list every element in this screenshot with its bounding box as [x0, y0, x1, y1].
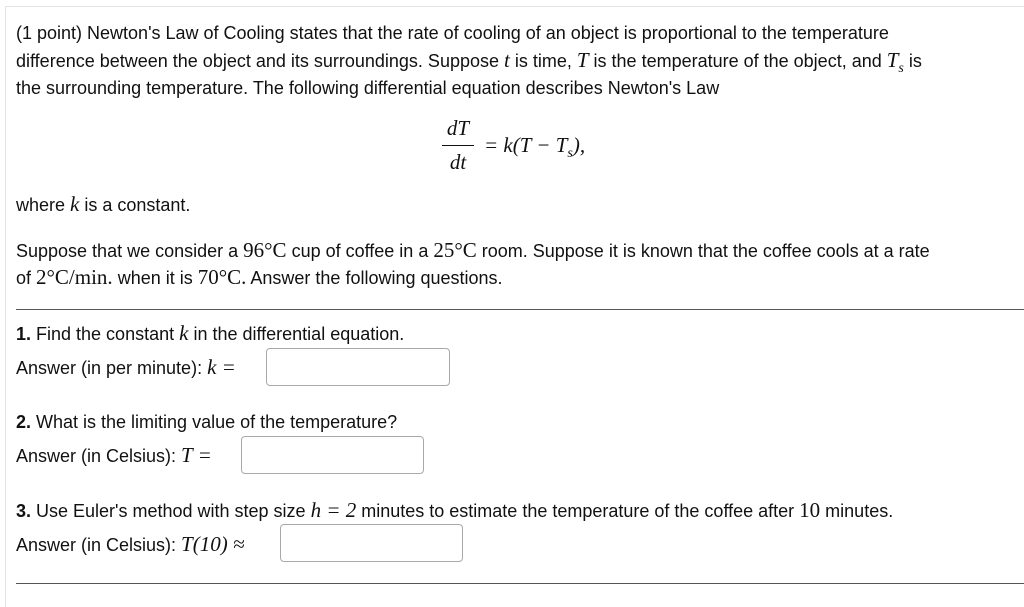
var-T: T [576, 48, 589, 72]
question-number: 1. [16, 324, 32, 344]
temp-room: 25°C [433, 238, 477, 262]
question-text: minutes to estimate the temperature of the coffee after [356, 501, 800, 521]
intro-text: is the temperature of the object, and [588, 51, 887, 71]
question-1-title [16, 322, 404, 345]
section-divider [16, 583, 1024, 584]
scenario-text: Answer the following questions. [246, 268, 503, 288]
scenario-line-1 [16, 239, 930, 262]
answer-math: T(10) ≈ [181, 532, 245, 556]
intro-text: (1 point) Newton's Law of Cooling states that the rate of cooling of an object is proportional to the temperature [16, 23, 889, 43]
answer-label: Answer (in Celsius): [16, 535, 182, 555]
problem-intro-line-2 [16, 49, 922, 80]
question-text: Find the constant [31, 324, 180, 344]
scenario-text: when it is [112, 268, 198, 288]
equation-rhs [484, 133, 585, 162]
answer-math: k = [207, 355, 236, 379]
problem-intro-line-1 [16, 22, 889, 44]
equation-rhs-end: ), [572, 133, 586, 157]
var-k: k [70, 192, 80, 216]
equation-rhs-main: = k(T − T [484, 133, 568, 157]
answer-label: Answer (in per minute): [16, 358, 208, 378]
question-text: minutes. [820, 501, 894, 521]
scenario-text: Suppose that we consider a [16, 241, 244, 261]
question-1-answer-label [16, 356, 236, 379]
question-2-answer-label [16, 444, 212, 467]
var-Ts-sub: s [898, 61, 904, 77]
constant-note [16, 193, 190, 216]
intro-text: is [903, 51, 922, 71]
question-text: Use Euler's method with step size [31, 501, 311, 521]
cooling-rate: 2°C/min. [36, 265, 113, 289]
question-text: in the differential equation. [188, 324, 405, 344]
scenario-text: of [16, 268, 37, 288]
answer-math: T = [181, 443, 212, 467]
intro-text: the surrounding temperature. The following differential equation describes Newton's Law [16, 78, 720, 98]
fraction-bar [442, 145, 474, 146]
section-divider [16, 309, 1024, 310]
answer-input-euler-temp[interactable] [280, 524, 463, 562]
note-text: is a constant. [79, 195, 191, 215]
step-size: h = 2 [310, 498, 357, 522]
answer-label: Answer (in Celsius): [16, 446, 182, 466]
answer-input-k[interactable] [266, 348, 450, 386]
intro-text: difference between the object and its surroundings. Suppose [16, 51, 504, 71]
intro-text: is time, [509, 51, 577, 71]
temp-at-rate: 70°C. [197, 265, 247, 289]
question-3-answer-label [16, 533, 245, 556]
answer-input-limiting-temp[interactable] [241, 436, 424, 474]
var-k: k [179, 321, 189, 345]
fraction-denominator: dt [449, 150, 467, 174]
fraction-numerator: dT [446, 116, 470, 140]
question-number: 2. [16, 412, 32, 432]
scenario-line-2 [16, 266, 503, 289]
note-text: where [16, 195, 71, 215]
scenario-text: cup of coffee in a [286, 241, 434, 261]
var-t: t [504, 48, 510, 72]
var-Ts [886, 48, 904, 77]
problem-intro-line-3 [16, 77, 719, 99]
equation-rhs-sub: s [567, 146, 573, 162]
question-2-title [16, 411, 397, 433]
temp-coffee: 96°C [243, 238, 287, 262]
question-3-title [16, 499, 893, 522]
time-value: 10 [799, 498, 821, 522]
question-number: 3. [16, 501, 32, 521]
question-text: What is the limiting value of the temperature? [31, 412, 398, 432]
scenario-text: room. Suppose it is known that the coffee cools at a rate [476, 241, 930, 261]
var-Ts-base: T [886, 48, 899, 72]
